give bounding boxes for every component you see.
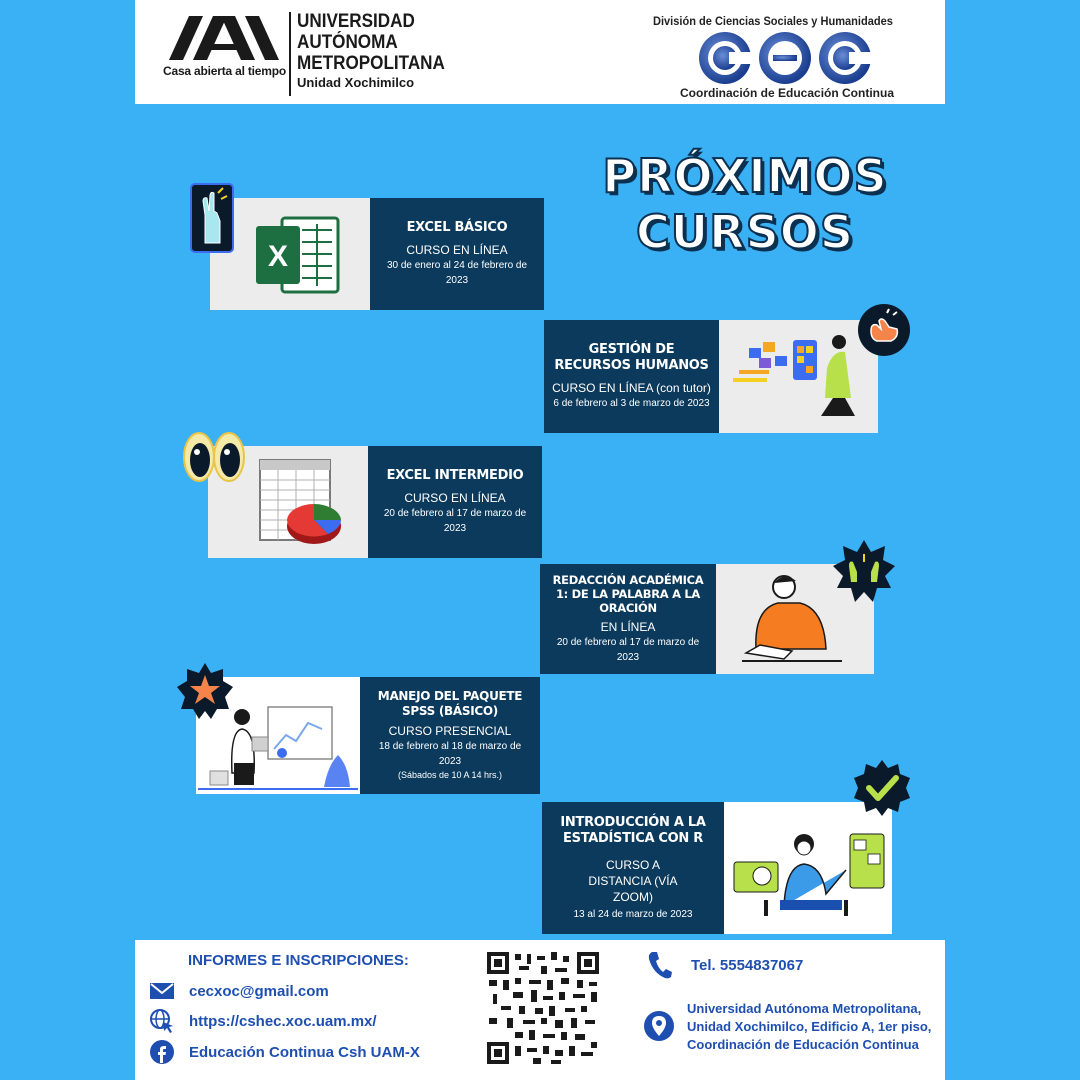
title-line: PRÓXIMOS xyxy=(602,149,888,203)
course-image xyxy=(724,802,892,934)
hand-badge-icon xyxy=(190,183,234,253)
star-badge-icon xyxy=(175,661,235,721)
course-title: INTRODUCCIÓN A LA ESTADÍSTICA CON R xyxy=(560,814,706,846)
facebook-link[interactable]: Educación Continua Csh UAM-X xyxy=(189,1043,420,1061)
course-info xyxy=(368,446,542,558)
course-mode: CURSO EN LÍNEA (con tutor) xyxy=(552,381,711,395)
course-info xyxy=(542,802,724,934)
globe-cursor-icon xyxy=(149,1008,175,1034)
mail-icon xyxy=(149,978,175,1004)
spreadsheet-chart-icon xyxy=(252,454,348,550)
course-dates: 20 de febrero al 17 de marzo de 2023 xyxy=(383,508,527,534)
svg-text:X: X xyxy=(267,240,289,273)
contact-heading: INFORMES E INSCRIPCIONES: xyxy=(188,952,409,969)
location-pin-icon xyxy=(643,1010,675,1042)
course-mode: CURSO PRESENCIAL xyxy=(388,724,512,738)
course-dates: 13 al 24 de marzo de 2023 xyxy=(573,908,693,920)
course-mode: CURSO EN LÍNEA xyxy=(404,491,506,505)
course-note: (Sábados de 10 A 14 hrs.) xyxy=(397,770,503,780)
course-title: REDACCIÓN ACADÉMICA 1: DE LA PALABRA A LA ORACIÓN xyxy=(552,573,704,615)
uam-logo-icon xyxy=(169,14,279,62)
uam-divider xyxy=(289,12,291,96)
cec-logo-icon xyxy=(695,30,875,86)
course-image xyxy=(719,320,878,433)
raised-hands-badge-icon xyxy=(831,538,897,604)
course-dates: 30 de enero al 24 de febrero de 2023 xyxy=(386,260,528,286)
team-planning-illustration-icon xyxy=(729,328,869,428)
email-row xyxy=(149,978,329,1004)
footer-contact xyxy=(135,940,945,1080)
clap-badge-icon xyxy=(857,303,911,357)
uam-tagline: Casa abierta al tiempo xyxy=(163,64,286,78)
course-info xyxy=(544,320,719,433)
email-link[interactable]: cecxoc@gmail.com xyxy=(189,982,329,1000)
uam-name-line: UNIVERSIDAD xyxy=(297,11,415,32)
facebook-row xyxy=(149,1039,420,1065)
uam-name-line: AUTÓNOMA xyxy=(297,32,398,53)
course-title: EXCEL INTERMEDIO xyxy=(386,468,524,483)
course-info xyxy=(360,677,540,794)
website-link[interactable]: https://cshec.xoc.uam.mx/ xyxy=(189,1012,377,1030)
course-dates: 18 de febrero al 18 de marzo de 2023 xyxy=(378,741,522,767)
website-row xyxy=(149,1008,377,1034)
course-info xyxy=(540,564,716,674)
course-title: GESTIÓN DE RECURSOS HUMANOS xyxy=(554,342,709,373)
excel-icon xyxy=(252,210,342,300)
check-badge-icon xyxy=(852,758,912,818)
facebook-icon xyxy=(149,1039,175,1065)
course-image xyxy=(210,198,370,310)
course-title: MANEJO DEL PAQUETE SPSS (BÁSICO) xyxy=(377,689,523,718)
course-mode: EN LÍNEA xyxy=(600,620,656,634)
page-title xyxy=(560,148,930,260)
course-title: EXCEL BÁSICO xyxy=(406,220,508,235)
video-meeting-illustration-icon xyxy=(730,830,890,930)
header-banner xyxy=(135,0,945,104)
title-line: CURSOS xyxy=(636,205,854,259)
phone-number[interactable]: Tel. 5554837067 xyxy=(691,957,804,974)
uam-unit: Unidad Xochimilco xyxy=(297,75,415,90)
uam-name-line: METROPOLITANA xyxy=(297,53,445,74)
course-mode: CURSO A DISTANCIA (VÍA ZOOM) xyxy=(588,857,678,904)
phone-icon xyxy=(647,950,673,980)
course-dates: 20 de febrero al 17 de marzo de 2023 xyxy=(556,637,700,663)
course-dates: 6 de febrero al 3 de marzo de 2023 xyxy=(553,398,710,409)
uam-name xyxy=(297,11,497,91)
division-name: División de Ciencias Sociales y Humanidades xyxy=(653,14,893,28)
course-mode: CURSO EN LÍNEA xyxy=(406,243,508,257)
coordination-name: Coordinación de Educación Continua xyxy=(680,86,895,100)
address-text: Universidad Autónoma Metropolitana, Unidad Xochimilco, Edificio A, 1er piso, Coordinación de Educación Continua xyxy=(687,1001,932,1052)
qr-code-icon[interactable] xyxy=(485,950,601,1066)
eyes-badge-icon xyxy=(182,430,246,484)
course-info xyxy=(370,198,544,310)
